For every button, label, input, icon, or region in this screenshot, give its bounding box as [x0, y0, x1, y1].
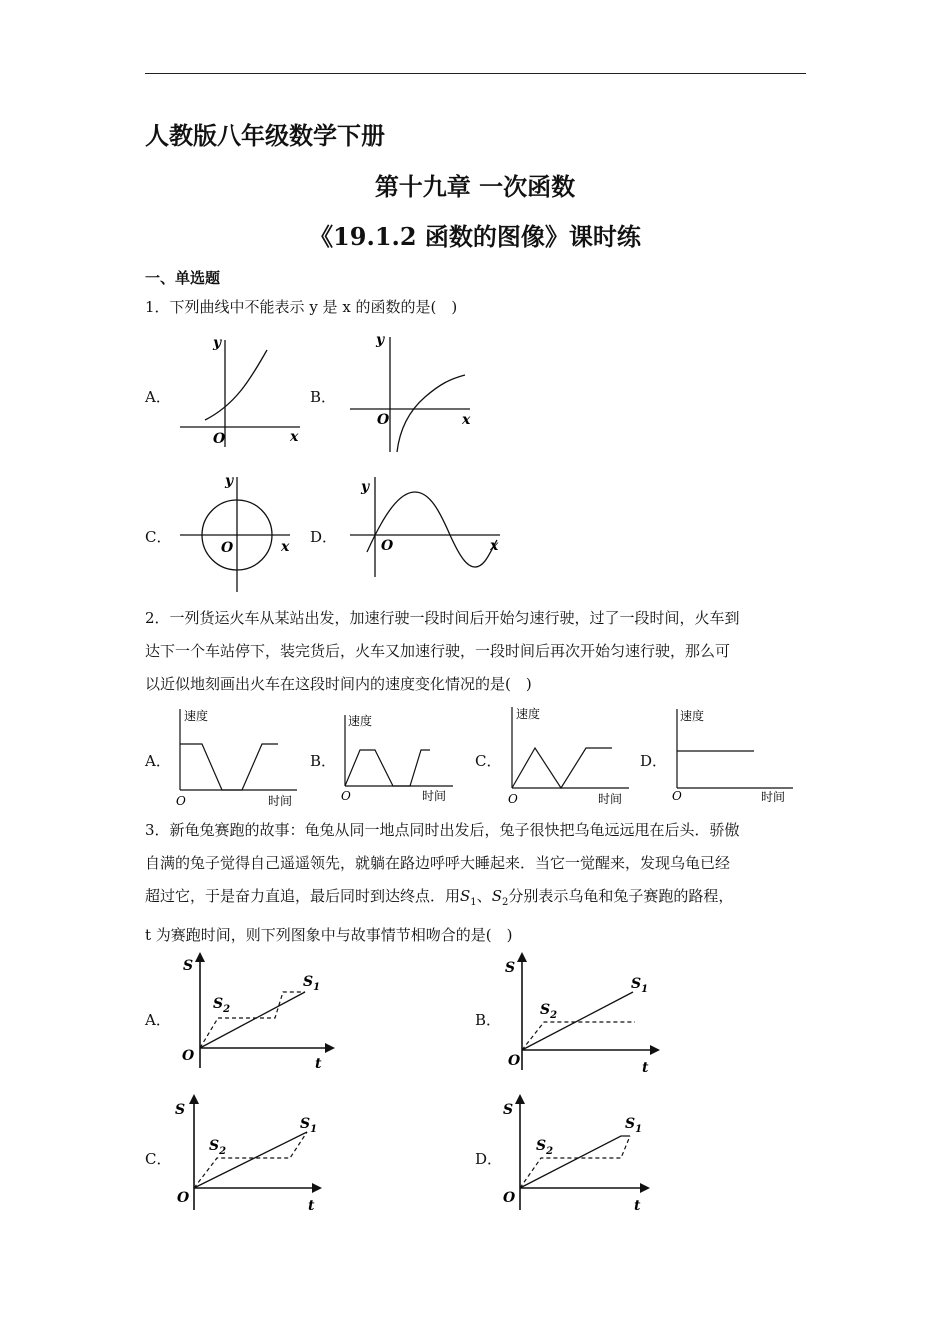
stem-line-4: t 为赛跑时间，则下列图象中与故事情节相吻合的是( )	[145, 926, 513, 944]
stem-line-3b: 分别表示乌龟和兔子赛跑的路程，	[508, 887, 734, 905]
t-axis-label: t	[308, 1198, 315, 1214]
q3-option-b-label[interactable]: B．	[475, 1011, 502, 1029]
line-label-s2: $S_2$	[536, 1138, 554, 1157]
q2-graph-c	[504, 702, 634, 810]
origin-label: O	[221, 540, 234, 556]
q1-option-c-label[interactable]: C．	[145, 528, 172, 546]
x-axis-label: 时间	[268, 794, 293, 808]
q1-option-b-label[interactable]: B．	[310, 388, 337, 406]
origin-label: O	[176, 794, 186, 808]
x-axis-label: x	[490, 538, 499, 554]
origin-label: O	[177, 1190, 190, 1206]
x-axis-label: 时间	[598, 792, 623, 806]
q3-option-d-label[interactable]: D．	[475, 1150, 503, 1168]
y-axis-label: 速度	[348, 714, 373, 728]
line-label-s2: $S_2$	[540, 1002, 558, 1021]
q1-graph-b	[345, 332, 485, 457]
chapter-title: 第十九章 一次函数	[374, 172, 576, 201]
x-axis-label: 时间	[761, 790, 786, 804]
q2-option-a-label[interactable]: A．	[145, 752, 171, 770]
line-label-s2: $S_2$	[209, 1138, 227, 1157]
q1-graph-a	[175, 335, 305, 450]
symbol-s1: S	[460, 887, 471, 905]
q2-option-c-label[interactable]: C．	[475, 752, 502, 770]
q2-graph-b	[338, 710, 458, 808]
book-title: 人教版八年级数学下册	[145, 121, 385, 150]
q3-graph-a	[175, 950, 335, 1070]
symbol-s2-sub: 2	[501, 897, 509, 908]
t-axis-label: t	[642, 1060, 649, 1076]
origin-label: O	[213, 431, 226, 447]
x-axis-label: 时间	[422, 789, 447, 803]
q1-graph-c	[175, 472, 305, 597]
y-axis-label: y	[376, 332, 385, 348]
x-axis-label: x	[462, 412, 471, 428]
question-3-stem	[145, 814, 807, 952]
origin-label: O	[503, 1190, 516, 1206]
question-number: 2．	[145, 609, 170, 627]
q3-option-a-label[interactable]: A．	[145, 1011, 171, 1029]
x-axis-label: x	[281, 539, 290, 555]
question-number: 1．	[145, 298, 170, 316]
line-label-s2: $S_2$	[213, 996, 231, 1015]
q2-option-b-label[interactable]: B．	[310, 752, 337, 770]
s-axis-label: S	[183, 958, 194, 974]
origin-label: O	[508, 792, 518, 806]
t-axis-label: t	[315, 1056, 322, 1072]
q2-graph-d	[668, 704, 798, 809]
q3-graph-d	[500, 1092, 660, 1217]
symbol-s2: S	[491, 887, 502, 905]
lesson-title: 《19.1.2 函数的图像》课时练	[309, 222, 641, 251]
origin-label: O	[381, 538, 394, 554]
origin-label: O	[672, 789, 682, 803]
s-axis-label: S	[505, 960, 516, 976]
question-2-stem	[145, 602, 807, 701]
q3-option-c-label[interactable]: C．	[145, 1150, 172, 1168]
y-axis-label: 速度	[516, 707, 541, 721]
question-1-stem	[145, 291, 807, 324]
q1-option-d-label[interactable]: D．	[310, 528, 338, 546]
line-label-s1: $S_1$	[303, 974, 321, 993]
stem-line-2: 达下一个车站停下，装完货后，火车又加速行驶，一段时间后再次开始匀速行驶，那么可	[145, 642, 731, 660]
x-axis-label: x	[290, 429, 299, 445]
stem-line-3a: 超过它，于是奋力直追，最后同时到达终点．用	[145, 887, 461, 905]
symbol-s1-sub: 1	[470, 897, 477, 908]
q2-graph-a	[172, 704, 302, 812]
stem-line-3: 以近似地刻画出火车在这段时间内的速度变化情况的是( )	[145, 675, 532, 693]
line-label-s1: $S_1$	[625, 1116, 643, 1135]
stem-line-1: 一列货运火车从某站出发，加速行驶一段时间后开始匀速行驶，过了一段时间，火车到	[169, 609, 740, 627]
question-text: 下列曲线中不能表示 y 是 x 的函数的是( )	[169, 298, 458, 316]
q1-graph-d	[345, 472, 505, 582]
t-axis-label: t	[634, 1198, 641, 1214]
stem-line-1: 新龟兔赛跑的故事：龟兔从同一地点同时出发后，兔子很快把乌龟远远甩在后头．骄傲	[169, 821, 740, 839]
y-axis-label: y	[213, 335, 222, 351]
q3-graph-c	[172, 1092, 332, 1217]
line-label-s1: $S_1$	[300, 1116, 318, 1135]
q1-option-a-label[interactable]: A．	[145, 388, 171, 406]
s-axis-label: S	[175, 1102, 186, 1118]
stem-separator: 、	[476, 887, 492, 905]
s-axis-label: S	[503, 1102, 514, 1118]
question-number: 3．	[145, 821, 170, 839]
origin-label: O	[508, 1053, 521, 1069]
stem-line-2: 自满的兔子觉得自己遥遥领先，就躺在路边呼呼大睡起来．当它一觉醒来，发现乌龟已经	[145, 854, 731, 872]
origin-label: O	[182, 1048, 195, 1064]
q2-option-d-label[interactable]: D．	[640, 752, 668, 770]
origin-label: O	[341, 789, 351, 803]
y-axis-label: y	[225, 473, 234, 489]
origin-label: O	[377, 412, 390, 428]
line-label-s1: $S_1$	[631, 976, 649, 995]
header-rule	[145, 73, 806, 74]
q3-graph-b	[500, 950, 665, 1075]
y-axis-label: 速度	[184, 709, 209, 723]
y-axis-label: y	[361, 479, 370, 495]
section-title: 一、单选题	[145, 269, 221, 287]
y-axis-label: 速度	[680, 709, 705, 723]
